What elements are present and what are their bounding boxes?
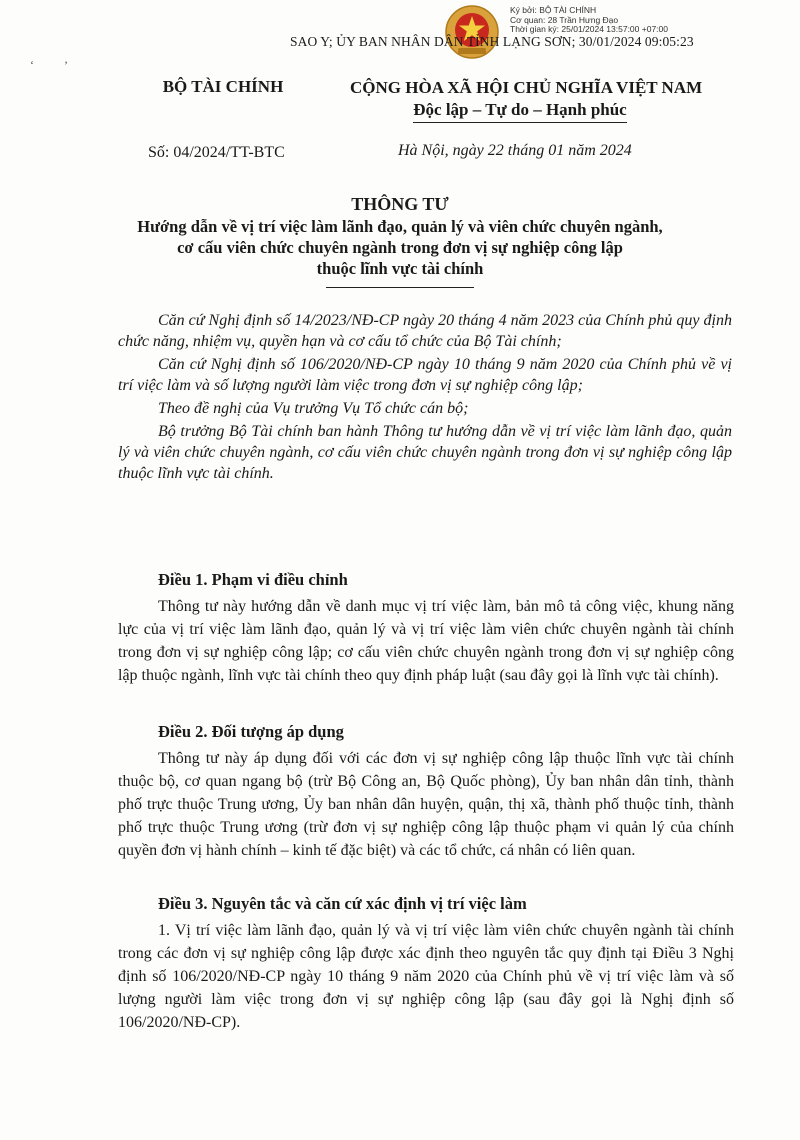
issuing-agency: BỘ TÀI CHÍNH: [162, 77, 284, 96]
article-2: [118, 720, 734, 862]
article-body: 1. Vị trí việc làm lãnh đạo, quản lý và vị trí việc làm viên chức chuyên ngành tài chính trong các đơn vị sự nghiệp công lập được xác định theo nguyên tắc quy định tại Điều 3 Nghị định số 106/2020/NĐ-CP ngày 10 tháng 9 năm 2020 của Chính phủ về vị trí việc làm và số lượng người làm việc trong đơn vị sự nghiệp công lập (sau đây gọi là Nghị định số 106/2020/NĐ-CP).: [118, 922, 734, 1031]
basis-paragraph: Căn cứ Nghị định số 14/2023/NĐ-CP ngày 20 tháng 4 năm 2023 của Chính phủ quy định chức năng, nhiệm vụ, quyền hạn và cơ cấu tổ chức của Bộ Tài chính;: [118, 312, 732, 350]
basis-paragraph: Theo đề nghị của Vụ trưởng Vụ Tổ chức cán bộ;: [158, 400, 469, 417]
basis-paragraph: Căn cứ Nghị định số 106/2020/NĐ-CP ngày 10 tháng 9 năm 2020 của Chính phủ về vị trí việc làm và số lượng người làm việc trong đơn vị sự nghiệp công lập;: [118, 356, 732, 394]
copy-certification: SAO Y; ỦY BAN NHÂN DÂN TỈNH LẠNG SƠN; 30/01/2024 09:05:23: [290, 34, 694, 49]
legal-basis: [118, 310, 732, 486]
signature-signer: Ký bởi: BỘ TÀI CHÍNH: [510, 5, 597, 15]
national-header: [350, 77, 703, 123]
title-line-1: Hướng dẫn về vị trí việc làm lãnh đạo, quản lý và viên chức chuyên ngành,: [137, 217, 663, 236]
scan-specks: ‘ ’: [30, 58, 68, 72]
signature-agency: Cơ quan: 28 Trần Hưng Đạo: [510, 14, 619, 25]
article-3: [118, 892, 734, 1034]
title-line-2: cơ cấu viên chức chuyên ngành trong đơn vị sự nghiệp công lập: [177, 238, 623, 257]
country-name: CỘNG HÒA XÃ HỘI CHỦ NGHĨA VIỆT NAM: [350, 78, 703, 97]
article-heading: Điều 1. Phạm vi điều chỉnh: [158, 570, 348, 589]
title-underline: [326, 287, 474, 288]
basis-paragraph: Bộ trưởng Bộ Tài chính ban hành Thông tư hướng dẫn về vị trí việc làm lãnh đạo, quản lý và viên chức chuyên ngành, cơ cấu viên chức chuyên ngành trong đơn vị sự nghiệp công lập thuộc lĩnh vực tài chính.: [118, 423, 732, 482]
article-heading: Điều 2. Đối tượng áp dụng: [158, 722, 344, 741]
national-emblem-icon: [444, 4, 500, 60]
place-and-date: Hà Nội, ngày 22 tháng 01 năm 2024: [398, 142, 632, 159]
document-title: [100, 192, 700, 279]
national-motto: Độc lập – Tự do – Hạnh phúc: [413, 99, 626, 123]
article-1: [118, 568, 734, 687]
title-line-3: thuộc lĩnh vực tài chính: [316, 259, 484, 278]
digital-signature-info: [510, 6, 668, 35]
article-body: Thông tư này hướng dẫn về danh mục vị trí việc làm, bản mô tả công việc, khung năng lực của vị trí việc làm lãnh đạo, quản lý và vị trí việc làm viên chức chuyên ngành tài chính trong đơn vị sự nghiệp công lập; cơ cấu viên chức chuyên ngành trong đơn vị sự nghiệp công lập thuộc ngành, lĩnh vực tài chính theo quy định pháp luật (sau đây gọi là lĩnh vực tài chính).: [118, 598, 734, 684]
article-heading: Điều 3. Nguyên tắc và căn cứ xác định vị trí việc làm: [158, 894, 527, 913]
signature-time: Thời gian ký: 25/01/2024 13:57:00 +07:00: [510, 24, 668, 34]
document-number: Số: 04/2024/TT-BTC: [148, 144, 285, 161]
document-type: THÔNG TƯ: [351, 194, 449, 214]
article-body: Thông tư này áp dụng đối với các đơn vị sự nghiệp công lập thuộc lĩnh vực tài chính thuộc bộ, cơ quan ngang bộ (trừ Bộ Công an, Bộ Quốc phòng), Ủy ban nhân dân tỉnh, thành phố trực thuộc Trung ương, Ủy ban nhân dân huyện, quận, thị xã, thành phố thuộc tỉnh, thành phố trực thuộc Trung ương (trừ đơn vị sự nghiệp công lập thuộc phạm vi quản lý của chính quyền đơn vị hành chính – kinh tế đặc biệt) và các tổ chức, cá nhân có liên quan.: [118, 750, 734, 859]
